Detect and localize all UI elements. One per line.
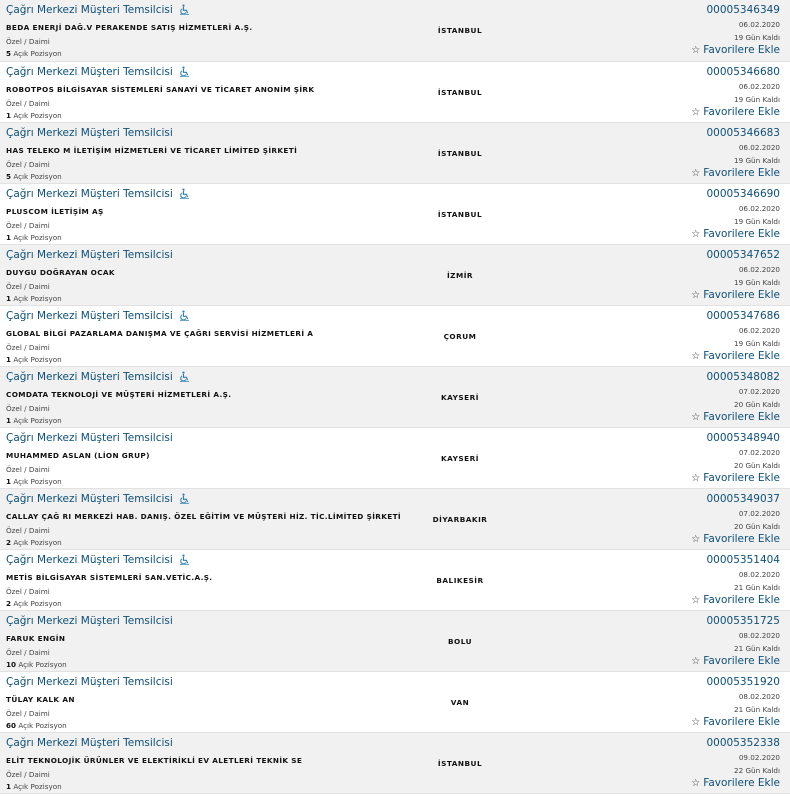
job-title-link[interactable] [6,676,173,688]
job-reference-link[interactable]: 00005347652 [706,249,780,261]
open-positions [6,538,62,547]
open-positions [6,660,67,669]
job-reference-link[interactable]: 00005351920 [706,676,780,688]
job-reference-link[interactable]: 00005346349 [706,4,780,16]
employment-type: Özel / Daimi [6,37,50,46]
posting-date: 09.02.2020 [738,753,780,762]
job-reference-link[interactable]: 00005346683 [706,127,780,139]
star-outline-icon: ☆ [691,595,701,606]
open-positions-count: 1 [6,294,12,303]
company-name: COMDATA TEKNOLOJİ VE MÜŞTERİ HİZMETLERİ A.Ş. [6,390,232,399]
job-reference-link[interactable]: 00005351404 [706,554,780,566]
favorites-label: Favorilere Ekle [703,228,780,240]
job-title-text: Çağrı Merkezi Müşteri Temsilcisi [6,188,173,200]
job-title-text: Çağrı Merkezi Müşteri Temsilcisi [6,310,173,322]
days-remaining: 20 Gün Kaldı [734,461,780,470]
days-remaining: 19 Gün Kaldı [734,339,780,348]
star-outline-icon: ☆ [691,656,701,667]
open-positions-count: 1 [6,233,12,242]
open-positions [6,233,62,242]
employment-type: Özel / Daimi [6,465,50,474]
days-remaining: 21 Gün Kaldı [734,583,780,592]
open-positions-label: Açık Pozisyon [13,172,62,181]
posting-date: 07.02.2020 [738,448,780,457]
open-positions-label: Açık Pozisyon [13,355,62,364]
job-title-link[interactable] [6,737,173,749]
open-positions-count: 10 [6,660,17,669]
star-outline-icon: ☆ [691,778,701,789]
job-row [0,245,790,306]
open-positions-label: Açık Pozisyon [13,111,62,120]
star-outline-icon: ☆ [691,290,701,301]
favorites-label: Favorilere Ekle [703,44,780,56]
job-title-link[interactable] [6,188,190,200]
job-city: DİYARBAKIR [432,515,488,524]
job-row [0,611,790,672]
job-title-text: Çağrı Merkezi Müşteri Temsilcisi [6,249,173,261]
add-to-favorites-button[interactable] [691,594,780,606]
open-positions-count: 60 [6,721,17,730]
open-positions-label: Açık Pozisyon [18,660,67,669]
employment-type: Özel / Daimi [6,160,50,169]
days-remaining: 19 Gün Kaldı [734,217,780,226]
open-positions-label: Açık Pozisyon [13,49,62,58]
days-remaining: 21 Gün Kaldı [734,644,780,653]
open-positions [6,477,62,486]
star-outline-icon: ☆ [691,534,701,545]
favorites-label: Favorilere Ekle [703,777,780,789]
favorites-label: Favorilere Ekle [703,594,780,606]
job-city: İSTANBUL [437,149,483,158]
company-name: HAS TELEKO M İLETİŞİM HİZMETLERİ VE TİCARET LİMİTED ŞİRKETİ [6,146,298,155]
job-title-link[interactable] [6,371,190,383]
add-to-favorites-button[interactable] [691,716,780,728]
job-city: ÇORUM [443,332,477,341]
star-outline-icon: ☆ [691,168,701,179]
job-title-text: Çağrı Merkezi Müşteri Temsilcisi [6,737,173,749]
open-positions [6,49,62,58]
open-positions-label: Açık Pozisyon [13,477,62,486]
job-title-link[interactable] [6,4,190,16]
job-title-text: Çağrı Merkezi Müşteri Temsilcisi [6,676,173,688]
job-row [0,0,790,62]
wheelchair-icon [179,371,190,382]
job-title-link[interactable] [6,615,173,627]
star-outline-icon: ☆ [691,717,701,728]
company-name: ELİT TEKNOLOJİK ÜRÜNLER VE ELEKTİRİKLİ EV ALETLERİ TEKNİK SE [6,756,303,765]
job-title-link[interactable] [6,127,173,139]
job-city: İSTANBUL [437,759,483,768]
employment-type: Özel / Daimi [6,343,50,352]
company-name: FARUK ENGİN [6,634,66,643]
star-outline-icon: ☆ [691,107,701,118]
job-title-text: Çağrı Merkezi Müşteri Temsilcisi [6,615,173,627]
days-remaining: 20 Gün Kaldı [734,522,780,531]
employment-type: Özel / Daimi [6,587,50,596]
favorites-label: Favorilere Ekle [703,106,780,118]
posting-date: 06.02.2020 [738,265,780,274]
wheelchair-icon [179,310,190,321]
favorites-label: Favorilere Ekle [703,472,780,484]
open-positions-count: 1 [6,416,12,425]
favorites-label: Favorilere Ekle [703,289,780,301]
employment-type: Özel / Daimi [6,221,50,230]
open-positions-count: 1 [6,355,12,364]
open-positions [6,355,62,364]
employment-type: Özel / Daimi [6,99,50,108]
posting-date: 06.02.2020 [738,204,780,213]
job-city: KAYSERİ [441,454,479,463]
open-positions-count: 1 [6,782,12,791]
posting-date: 06.02.2020 [738,143,780,152]
job-row [0,672,790,733]
job-title-text: Çağrı Merkezi Müşteri Temsilcisi [6,127,173,139]
days-remaining: 19 Gün Kaldı [734,95,780,104]
employment-type: Özel / Daimi [6,709,50,718]
open-positions-count: 5 [6,172,12,181]
add-to-favorites-button[interactable] [691,655,780,667]
open-positions-label: Açık Pozisyon [13,233,62,242]
open-positions-count: 2 [6,538,12,547]
days-remaining: 22 Gün Kaldı [734,766,780,775]
add-to-favorites-button[interactable] [691,411,780,423]
posting-date: 07.02.2020 [738,509,780,518]
job-row [0,184,790,245]
star-outline-icon: ☆ [691,473,701,484]
favorites-label: Favorilere Ekle [703,350,780,362]
wheelchair-icon [179,4,190,15]
open-positions [6,111,62,120]
job-title-text: Çağrı Merkezi Müşteri Temsilcisi [6,493,173,505]
star-outline-icon: ☆ [691,351,701,362]
company-name: PLUSCOM İLETİŞİM AŞ [6,207,104,216]
add-to-favorites-button[interactable] [691,44,780,56]
star-outline-icon: ☆ [691,412,701,423]
add-to-favorites-button[interactable] [691,228,780,240]
star-outline-icon: ☆ [691,229,701,240]
open-positions [6,782,62,791]
favorites-label: Favorilere Ekle [703,716,780,728]
job-city: BOLU [447,637,473,646]
favorites-label: Favorilere Ekle [703,167,780,179]
job-title-text: Çağrı Merkezi Müşteri Temsilcisi [6,4,173,16]
job-row [0,62,790,123]
days-remaining: 20 Gün Kaldı [734,400,780,409]
add-to-favorites-button[interactable] [691,289,780,301]
job-reference-link[interactable]: 00005352338 [706,737,780,749]
posting-date: 08.02.2020 [738,692,780,701]
open-positions [6,721,67,730]
job-reference-link[interactable]: 00005349037 [706,493,780,505]
company-name: MUHAMMED ASLAN (LİON GRUP) [6,451,150,460]
employment-type: Özel / Daimi [6,648,50,657]
employment-type: Özel / Daimi [6,770,50,779]
job-row [0,123,790,184]
job-title-text: Çağrı Merkezi Müşteri Temsilcisi [6,66,173,78]
wheelchair-icon [179,554,190,565]
job-city: İSTANBUL [437,88,483,97]
job-reference-link[interactable]: 00005348082 [706,371,780,383]
job-reference-link[interactable]: 00005348940 [706,432,780,444]
company-name: DUYGU DOĞRAYAN OCAK [6,268,115,277]
days-remaining: 19 Gün Kaldı [734,278,780,287]
days-remaining: 21 Gün Kaldı [734,705,780,714]
posting-date: 08.02.2020 [738,631,780,640]
star-outline-icon: ☆ [691,45,701,56]
job-title-text: Çağrı Merkezi Müşteri Temsilcisi [6,371,173,383]
posting-date: 06.02.2020 [738,82,780,91]
job-city: İSTANBUL [437,26,483,35]
posting-date: 08.02.2020 [738,570,780,579]
posting-date: 07.02.2020 [738,387,780,396]
open-positions [6,172,62,181]
posting-date: 06.02.2020 [738,326,780,335]
days-remaining: 19 Gün Kaldı [734,156,780,165]
job-reference-link[interactable]: 00005346680 [706,66,780,78]
add-to-favorites-button[interactable] [691,167,780,179]
favorites-label: Favorilere Ekle [703,655,780,667]
job-row [0,550,790,611]
open-positions [6,416,62,425]
job-city: İSTANBUL [437,210,483,219]
open-positions-label: Açık Pozisyon [13,782,62,791]
job-city: BALIKESİR [436,576,484,585]
open-positions [6,294,62,303]
add-to-favorites-button[interactable] [691,777,780,789]
job-title-text: Çağrı Merkezi Müşteri Temsilcisi [6,432,173,444]
open-positions-label: Açık Pozisyon [13,416,62,425]
job-title-text: Çağrı Merkezi Müşteri Temsilcisi [6,554,173,566]
job-city: VAN [450,698,470,707]
open-positions-count: 1 [6,477,12,486]
open-positions-label: Açık Pozisyon [13,538,62,547]
job-row [0,367,790,428]
job-reference-link[interactable]: 00005351725 [706,615,780,627]
job-title-link[interactable] [6,249,173,261]
open-positions-count: 5 [6,49,12,58]
job-title-link[interactable] [6,493,190,505]
open-positions-label: Açık Pozisyon [13,599,62,608]
company-name: CALLAY ÇAĞ RI MERKEZİ HAB. DANIŞ. ÖZEL EĞİTİM VE MÜŞTERİ HİZ. TİC.LİMİTED ŞİRKETİ [6,512,401,521]
open-positions-count: 1 [6,111,12,120]
company-name: ROBOTPOS BİLGİSAYAR SİSTEMLERİ SANAYİ VE TİCARET ANONİM ŞİRK [6,85,315,94]
job-row [0,306,790,367]
add-to-favorites-button[interactable] [691,106,780,118]
open-positions [6,599,62,608]
job-row [0,428,790,489]
add-to-favorites-button[interactable] [691,350,780,362]
add-to-favorites-button[interactable] [691,472,780,484]
job-title-link[interactable] [6,310,190,322]
employment-type: Özel / Daimi [6,526,50,535]
job-row [0,489,790,550]
days-remaining: 19 Gün Kaldı [734,33,780,42]
employment-type: Özel / Daimi [6,282,50,291]
job-row [0,733,790,794]
company-name: METİS BİLGİSAYAR SİSTEMLERİ SAN.VETİC.A.Ş. [6,573,213,582]
open-positions-label: Açık Pozisyon [18,721,67,730]
job-city: KAYSERİ [441,393,479,402]
job-reference-link[interactable]: 00005346690 [706,188,780,200]
company-name: GLOBAL BİLGİ PAZARLAMA DANIŞMA VE ÇAĞRI SERVİSİ HİZMETLERİ A [6,329,314,338]
company-name: BEDA ENERJİ DAĞ.V PERAKENDE SATIŞ HİZMETLERİ A.Ş. [6,23,253,32]
employment-type: Özel / Daimi [6,404,50,413]
wheelchair-icon [179,66,190,77]
add-to-favorites-button[interactable] [691,533,780,545]
wheelchair-icon [179,493,190,504]
favorites-label: Favorilere Ekle [703,411,780,423]
favorites-label: Favorilere Ekle [703,533,780,545]
job-title-link[interactable] [6,554,190,566]
wheelchair-icon [179,188,190,199]
job-city: İZMİR [446,271,474,280]
job-title-link[interactable] [6,432,173,444]
company-name: TÜLAY KALK AN [6,695,75,704]
open-positions-count: 2 [6,599,12,608]
job-reference-link[interactable]: 00005347686 [706,310,780,322]
job-title-link[interactable] [6,66,190,78]
open-positions-label: Açık Pozisyon [13,294,62,303]
posting-date: 06.02.2020 [738,20,780,29]
